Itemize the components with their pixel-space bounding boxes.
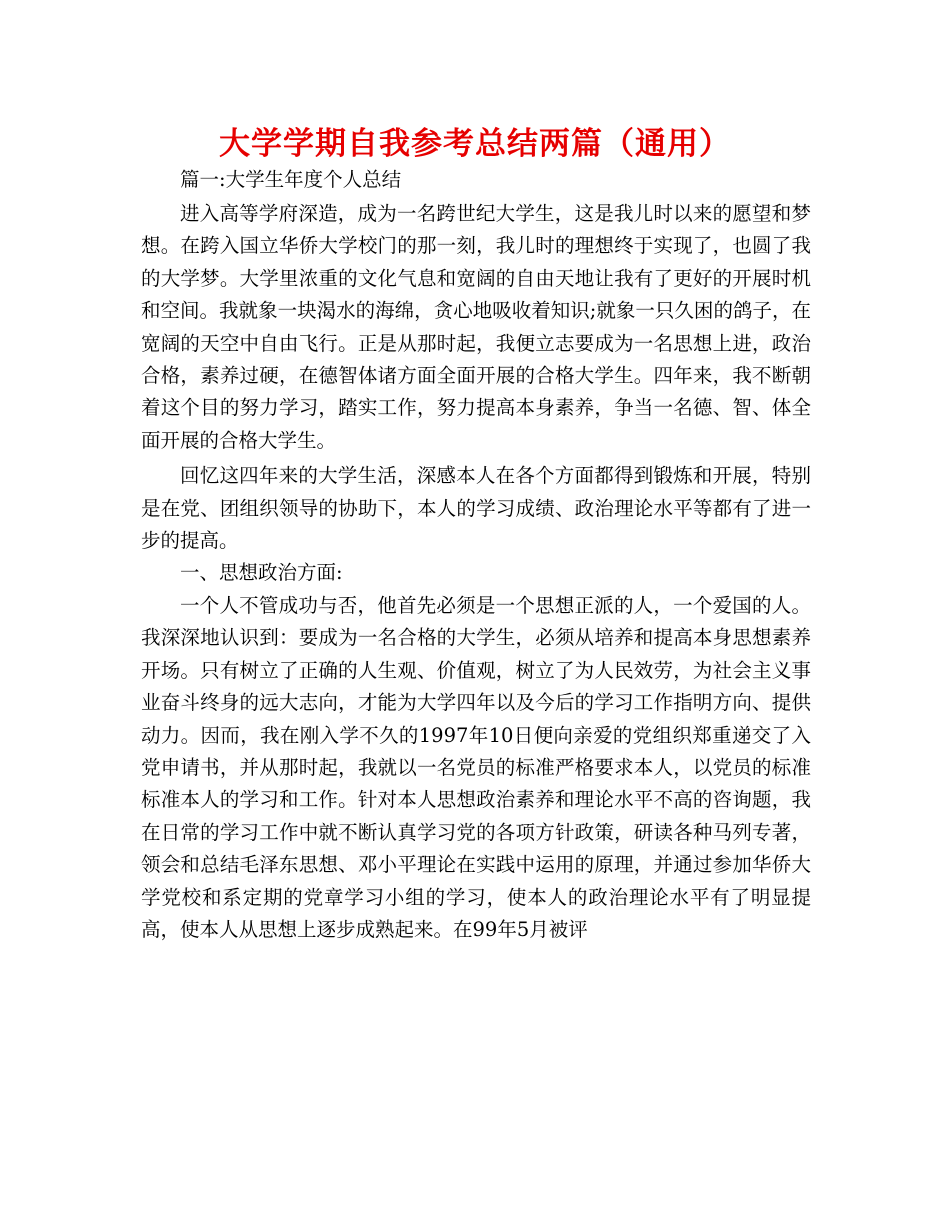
document-body [141,164,811,946]
section-heading: 一、思想政治方面: [180,561,343,585]
document-title: 大学学期自我参考总结两篇（通用） [219,126,731,162]
section-paragraph: 一个人不管成功与否，他首先必须是一个思想正派的人，一个爱国的人。我深深地认识到：要成为一名合格的大学生，必须从培养和提高本身思想素养开场。只有树立了正确的人生观、价值观，树立了为人民效劳，为社会主义事业奋斗终身的远大志向，才能为大学四年以及今后的学习工作指明方向、提供动力。因而，我在刚入学不久的1997年10日便向亲爱的党组织郑重递交了入党申请书，并从那时起，我就以一名党员的标准严格要求本人，以党员的标准标准本人的学习和工作。针对本人思想政治素养和理论水平不高的咨询题，我在日常的学习工作中就不断认真学习党的各项方针政策，研读各种马列专著，领会和总结毛泽东思想、邓小平理论在实践中运用的原理，并通过参加华侨大学党校和系定期的党章学习小组的学习，使本人的政治理论水平有了明显提高，使本人从思想上逐步成熟起来。在99年5月被评 [141,593,811,941]
paragraph-review: 回忆这四年来的大学生活，深感本人在各个方面都得到锻炼和开展，特别是在党、团组织领导的协助下，本人的学习成绩、政治理论水平等都有了进一步的提高。 [141,464,811,553]
document-subtitle: 篇一:大学生年度个人总结 [180,168,402,191]
paragraph-intro: 进入高等学府深造，成为一名跨世纪大学生，这是我儿时以来的愿望和梦想。在跨入国立华侨大学校门的那一刻，我儿时的理想终于实现了，也圆了我的大学梦。大学里浓重的文化气息和宽阔的自由天地让我有了更好的开展时机和空间。我就象一块渴水的海绵，贪心地吸收着知识;就象一只久困的鸽子，在宽阔的天空中自由飞行。正是从那时起，我便立志要成为一名思想上进，政治合格，素养过硬，在德智体诸方面全面开展的合格大学生。四年来，我不断朝着这个目的努力学习，踏实工作，努力提高本身素养，争当一名德、智、体全面开展的合格大学生。 [141,202,811,452]
